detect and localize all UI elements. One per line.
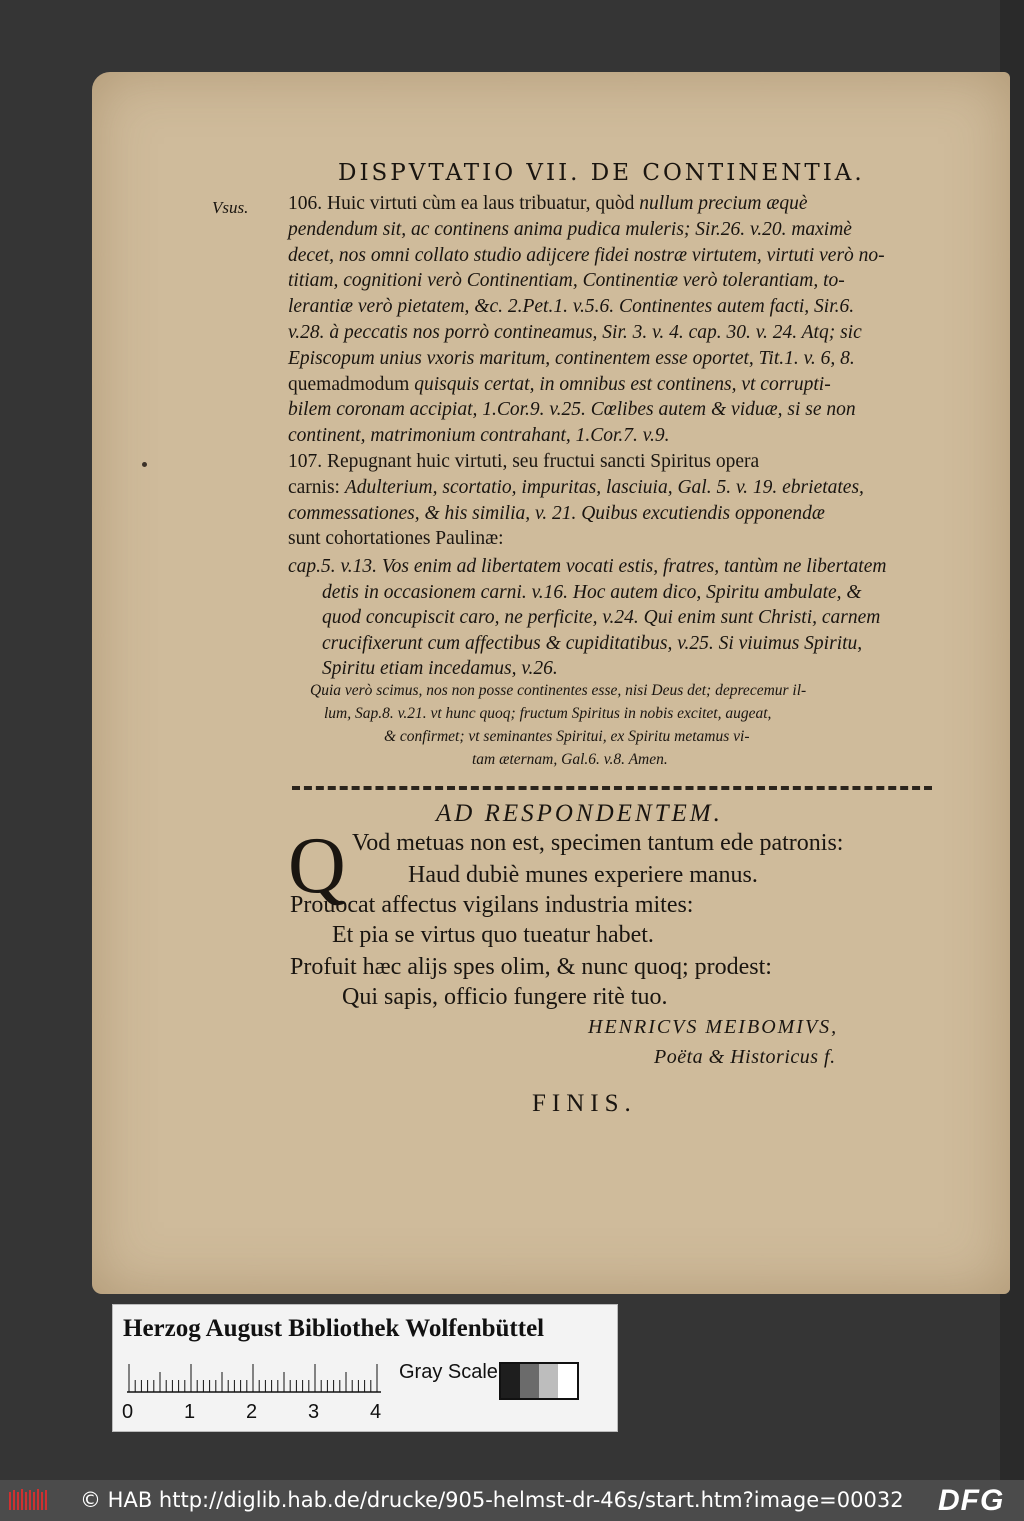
ruler-number: 0 bbox=[122, 1401, 134, 1423]
prayer-line: lum, Sap.8. v.21. vt hunc quoq; fructum Spiritus in nobis excitet, augeat, bbox=[324, 705, 772, 722]
gray-swatch bbox=[520, 1364, 539, 1398]
scale-ruler bbox=[127, 1363, 381, 1393]
prayer-line: Quia verò scimus, nos non posse continentes esse, nisi Deus det; deprecemur il- bbox=[310, 682, 807, 699]
ruler-number: 4 bbox=[370, 1401, 382, 1423]
library-name: Herzog August Bibliothek Wolfenbüttel bbox=[123, 1315, 545, 1342]
prayer-line: & confirmet; vt seminantes Spiritui, ex Spiritu metamus vi- bbox=[384, 728, 750, 745]
quote-line: cap.5. v.13. Vos enim ad libertatem vocati estis, fratres, tantùm ne libertatem bbox=[288, 556, 887, 577]
body-line bbox=[288, 296, 854, 318]
footer-bar bbox=[0, 1480, 1024, 1521]
body-line-italic: Episcopum unius vxoris maritum, continentem esse oportet, Tit.1. v. 6, 8. bbox=[288, 347, 855, 369]
signature-name: HENRICVS MEIBOMIVS, bbox=[588, 1016, 839, 1038]
verse-line: Prouocat affectus vigilans industria mites: bbox=[290, 892, 694, 918]
ad-respondentem-heading: AD RESPONDENTEM. bbox=[436, 800, 723, 827]
body-line-italic: Adulterium, scortatio, impuritas, lasciuia, Gal. 5. v. 19. ebrietates, bbox=[344, 476, 864, 498]
body-line bbox=[288, 374, 831, 396]
body-line-plain: carnis: bbox=[288, 476, 345, 498]
body-line bbox=[288, 503, 825, 525]
body-line bbox=[288, 219, 852, 241]
body-line-italic: lerantiæ verò pietatem, &c. 2.Pet.1. v.5.6. Continentes autem facti, Sir.6. bbox=[288, 296, 855, 318]
gray-swatch bbox=[539, 1364, 558, 1398]
quote-line: Spiritu etiam incedamus, v.26. bbox=[322, 658, 558, 679]
verse-line: Et pia se virtus quo tueatur habet. bbox=[332, 922, 654, 948]
quote-line: crucifixerunt cum affectibus & cupiditatibus, v.25. Si viuimus Spiritu, bbox=[322, 632, 863, 654]
library-card bbox=[112, 1304, 618, 1432]
body-line-italic: titiam, cognitioni verò Continentiam, Continentiæ verò tolerantiam, to- bbox=[288, 270, 845, 292]
body-line bbox=[288, 425, 670, 447]
gray-swatch bbox=[501, 1364, 520, 1398]
body-line-italic: continent, matrimonium contrahant, 1.Cor.7. v.9. bbox=[288, 425, 670, 447]
finis: FINIS. bbox=[532, 1090, 637, 1117]
ink-dot bbox=[142, 462, 147, 467]
gray-scale-label: Gray Scale bbox=[399, 1361, 498, 1383]
body-line-plain: sunt cohortationes Paulinæ: bbox=[288, 528, 504, 550]
verse-line: Profuit hæc alijs spes olim, & nunc quoq; prodest: bbox=[290, 954, 772, 980]
body-line-italic: bilem coronam accipiat, 1.Cor.9. v.25. Cœlibes autem & viduæ, si se non bbox=[288, 399, 856, 421]
drop-cap: Q bbox=[288, 822, 346, 910]
body-line-italic: nullum precium æquè bbox=[639, 193, 808, 214]
dfg-logo: DFG bbox=[938, 1484, 1005, 1517]
gray-scale-swatch bbox=[499, 1362, 579, 1400]
body-line-plain: 107. Repugnant huic virtuti, seu fructui sancti Spiritus opera bbox=[288, 451, 760, 472]
body-line-italic: commessationes, & his similia, v. 21. Quibus excutiendis opponendæ bbox=[288, 502, 825, 524]
verse-line: Vod metuas non est, specimen tantum ede patronis: bbox=[352, 830, 844, 856]
body-line bbox=[288, 322, 862, 344]
signature-title: Poëta & Historicus f. bbox=[654, 1046, 836, 1068]
body-line bbox=[288, 348, 855, 370]
body-line-italic: quisquis certat, in omnibus est continens, vt corrupti- bbox=[414, 373, 831, 395]
body-line bbox=[288, 399, 856, 421]
body-line bbox=[288, 193, 808, 215]
body-line bbox=[288, 477, 864, 499]
body-line-italic: v.28. à peccatis nos porrò contineamus, Sir. 3. v. 4. cap. 30. v. 24. Atq; sic bbox=[288, 322, 862, 343]
quote-line: detis in occasionem carni. v.16. Hoc autem dico, Spiritu ambulate, & bbox=[322, 581, 862, 603]
verse-line: Qui sapis, officio fungere ritè tuo. bbox=[342, 984, 668, 1010]
ruler-number: 1 bbox=[184, 1401, 196, 1423]
ruler-number: 3 bbox=[308, 1401, 320, 1423]
quote-line: quod concupiscit caro, ne perficite, v.24. Qui enim sunt Christi, carnem bbox=[322, 607, 881, 628]
library-logo-icon bbox=[8, 1488, 48, 1513]
body-line bbox=[288, 528, 504, 550]
gray-swatch bbox=[558, 1364, 577, 1398]
page-heading: DISPVTATIO VII. DE CONTINENTIA. bbox=[338, 160, 865, 186]
ruler-number: 2 bbox=[246, 1401, 258, 1423]
body-line-plain: quemadmodum bbox=[288, 373, 415, 395]
source-url[interactable]: © HAB http://diglib.hab.de/drucke/905-helmst-dr-46s/start.htm?image=00032 bbox=[80, 1488, 904, 1512]
margin-note: Vsus. bbox=[212, 198, 249, 217]
body-line bbox=[288, 245, 885, 267]
body-line bbox=[288, 451, 759, 473]
prayer-line: tam æternam, Gal.6. v.8. Amen. bbox=[472, 751, 668, 768]
verse-line: Haud dubiè munes experiere manus. bbox=[408, 862, 758, 888]
body-line-italic: pendendum sit, ac continens anima pudica muleris; Sir.26. v.20. maximè bbox=[288, 218, 852, 240]
body-line-plain: 106. Huic virtuti cùm ea laus tribuatur, quòd bbox=[288, 193, 640, 214]
body-line-italic: decet, nos omni collato studio adijcere fidei nostræ virtutem, virtuti verò no- bbox=[288, 244, 885, 266]
body-line bbox=[288, 270, 845, 292]
section-divider bbox=[292, 786, 932, 790]
